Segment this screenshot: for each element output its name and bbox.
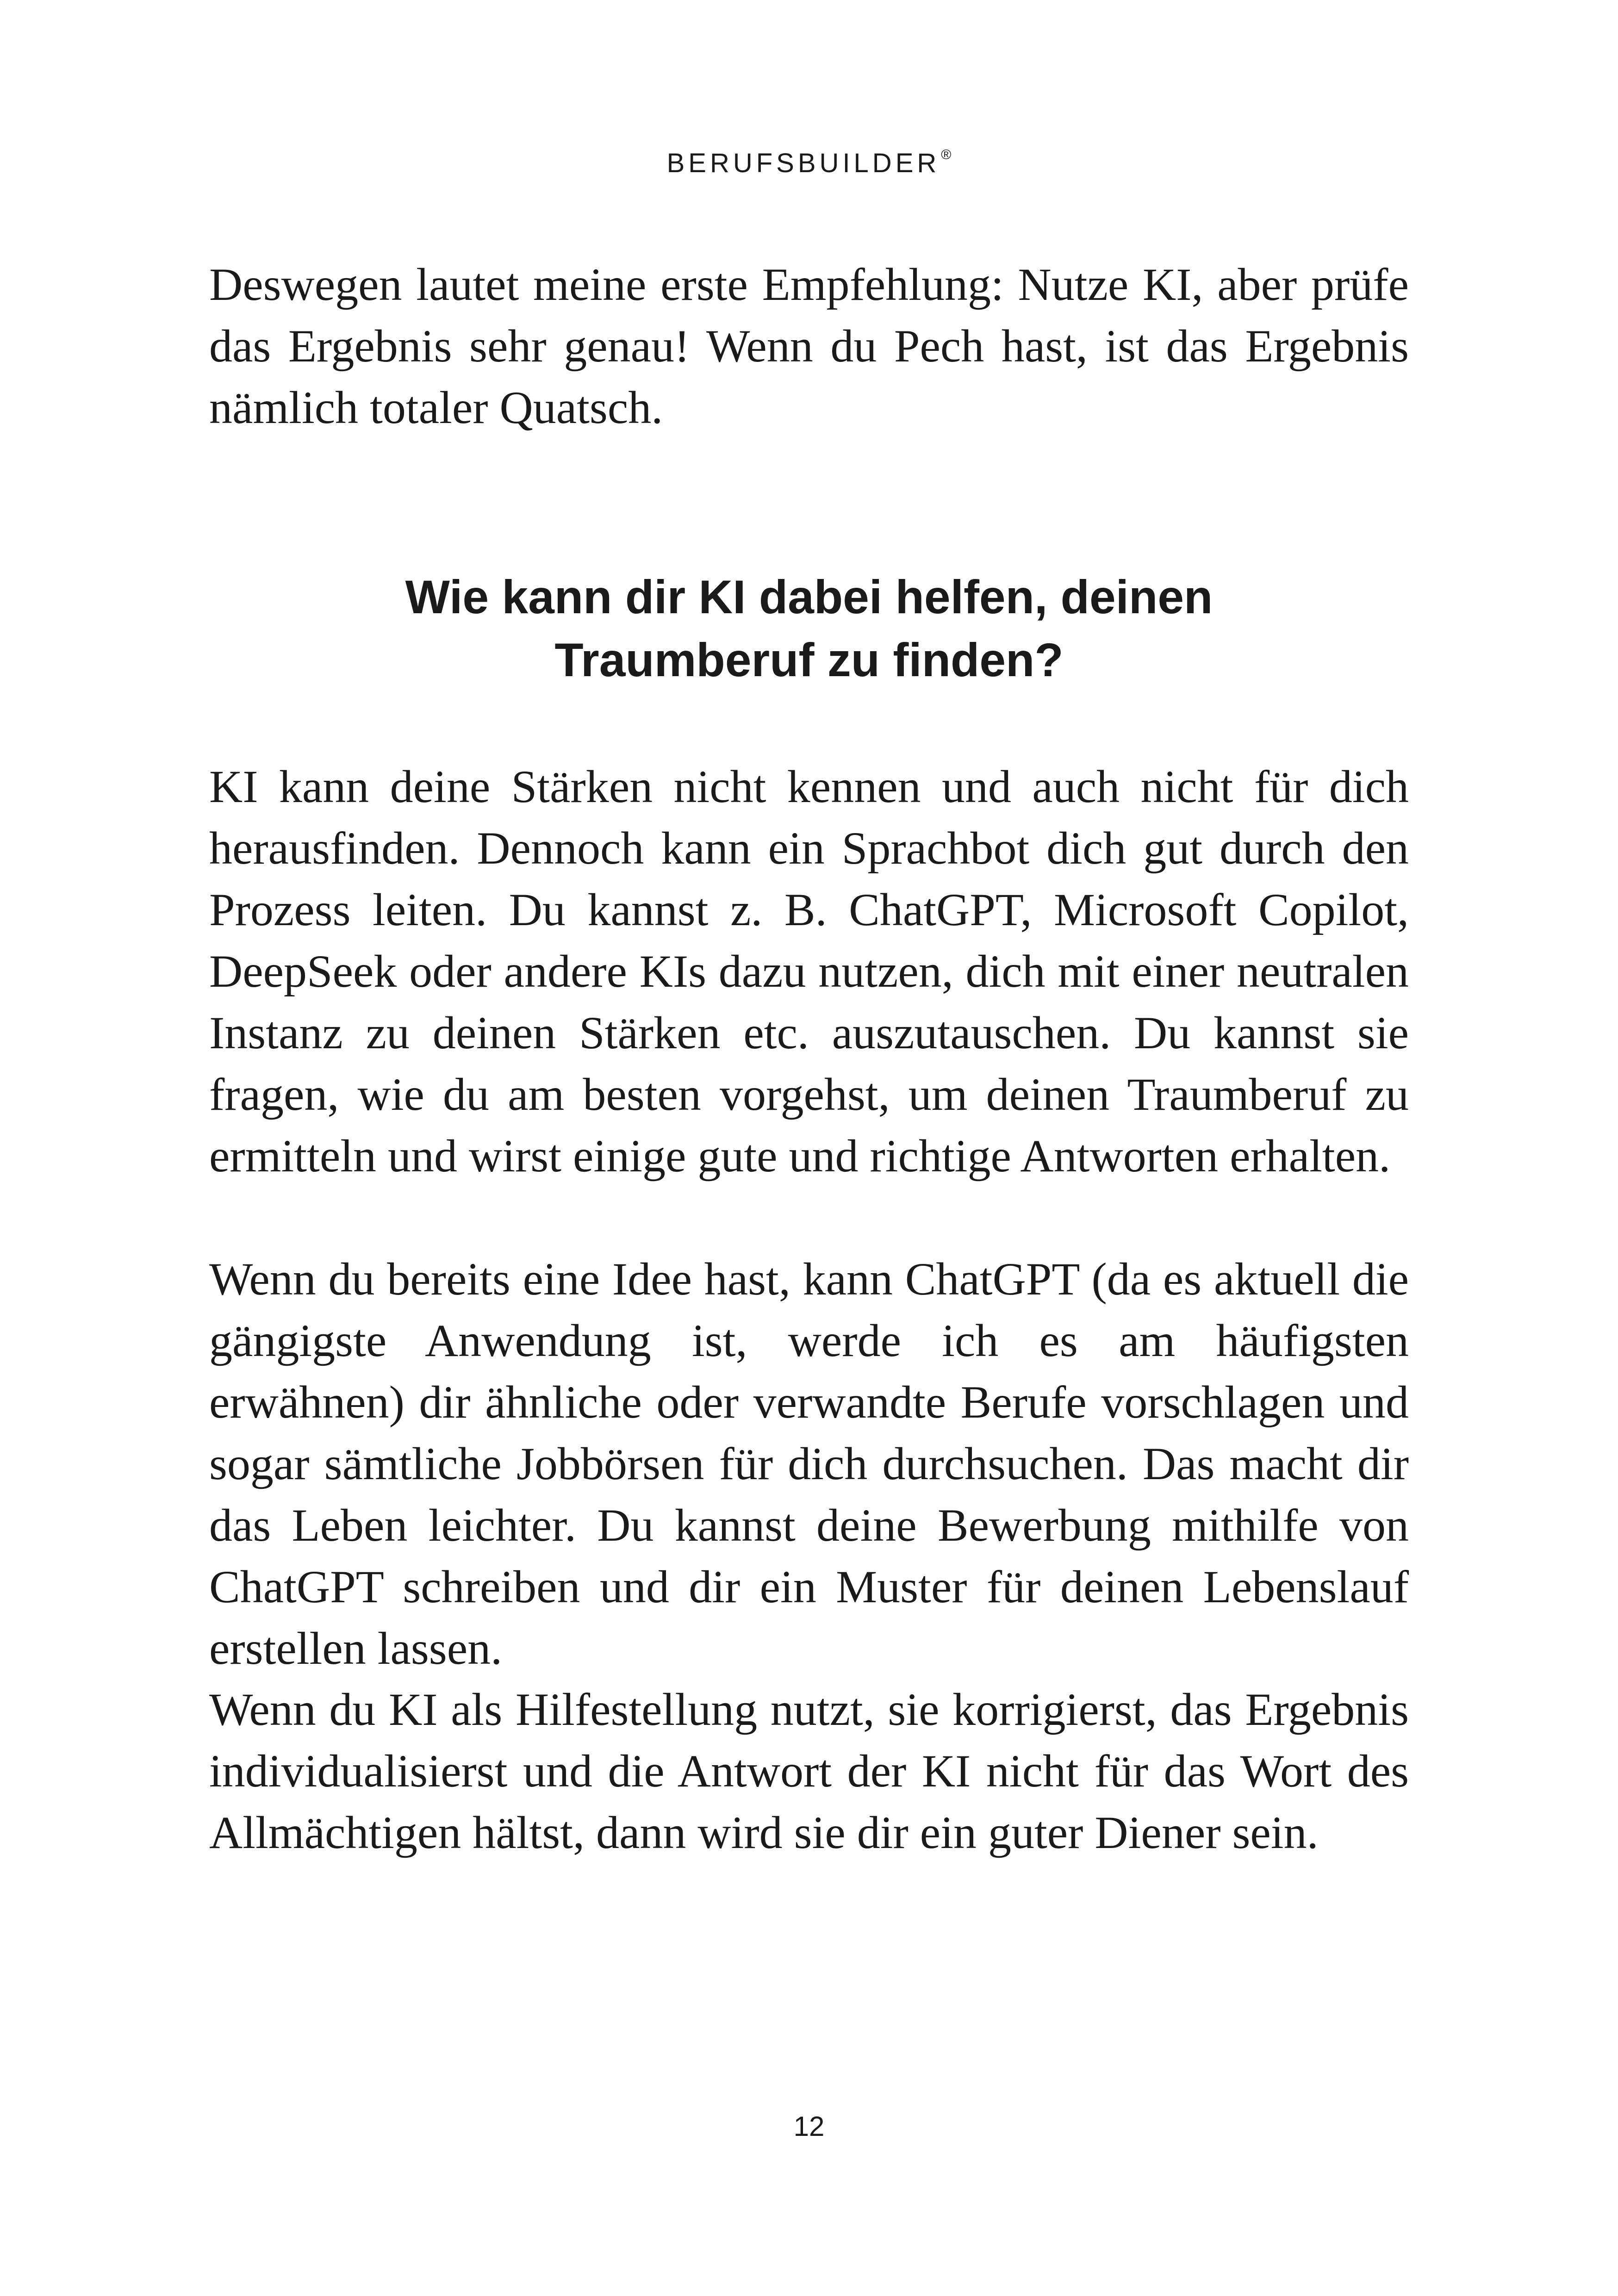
paragraph-3: Wenn du KI als Hilfestellung nutzt, sie korrigierst, das Ergebnis individualisierst und die Antwort der KI nicht für das Wort des Allmächtigen hältst, dann wird sie dir ein guter Diener sein. — [209, 1684, 1409, 1858]
section-heading-line-2: Traumberuf zu finden? — [554, 634, 1064, 686]
section-heading-line-1: Wie kann dir KI dabei helfen, deinen — [405, 571, 1213, 623]
paragraph-2: Wenn du bereits eine Idee hast, kann ChatGPT (da es aktuell die gängigste Anwendung ist, werde ich es am häufigsten erwähnen) dir ähnliche oder verwandte Berufe vorschlagen und sogar sämtliche Jobbörsen für dich durchsuchen. Das macht dir das Leben leichter. Du kannst deine Bewerbung mithilfe von ChatGPT schreiben und dir ein Muster für deinen Lebenslauf erstellen lassen. — [209, 1253, 1409, 1674]
paragraph-intro: Deswegen lautet meine erste Empfehlung: Nutze KI, aber prüfe das Ergebnis sehr genau! Wenn du Pech hast, ist das Ergebnis nämlich totaler Quatsch. — [209, 259, 1409, 433]
running-header-brand: BERUFSBUILDER — [666, 148, 940, 178]
registered-mark: ® — [941, 147, 952, 162]
paragraph-1: KI kann deine Stärken nicht kennen und auch nicht für dich herausfinden. Dennoch kann ein Sprachbot dich gut durch den Prozess leiten. Du kannst z. B. ChatGPT, Microsoft Copilot, DeepSeek oder andere KIs dazu nutzen, dich mit einer neutralen Instanz zu deinen Stärken etc. auszutauschen. Du kannst sie fragen, wie du am besten vorgehst, um deinen Traumberuf zu ermitteln und wirst einige gute und richtige Antworten erhalten. — [209, 761, 1409, 1182]
page-number: 12 — [793, 2111, 825, 2142]
running-header — [0, 147, 1618, 179]
section-heading — [209, 566, 1409, 691]
